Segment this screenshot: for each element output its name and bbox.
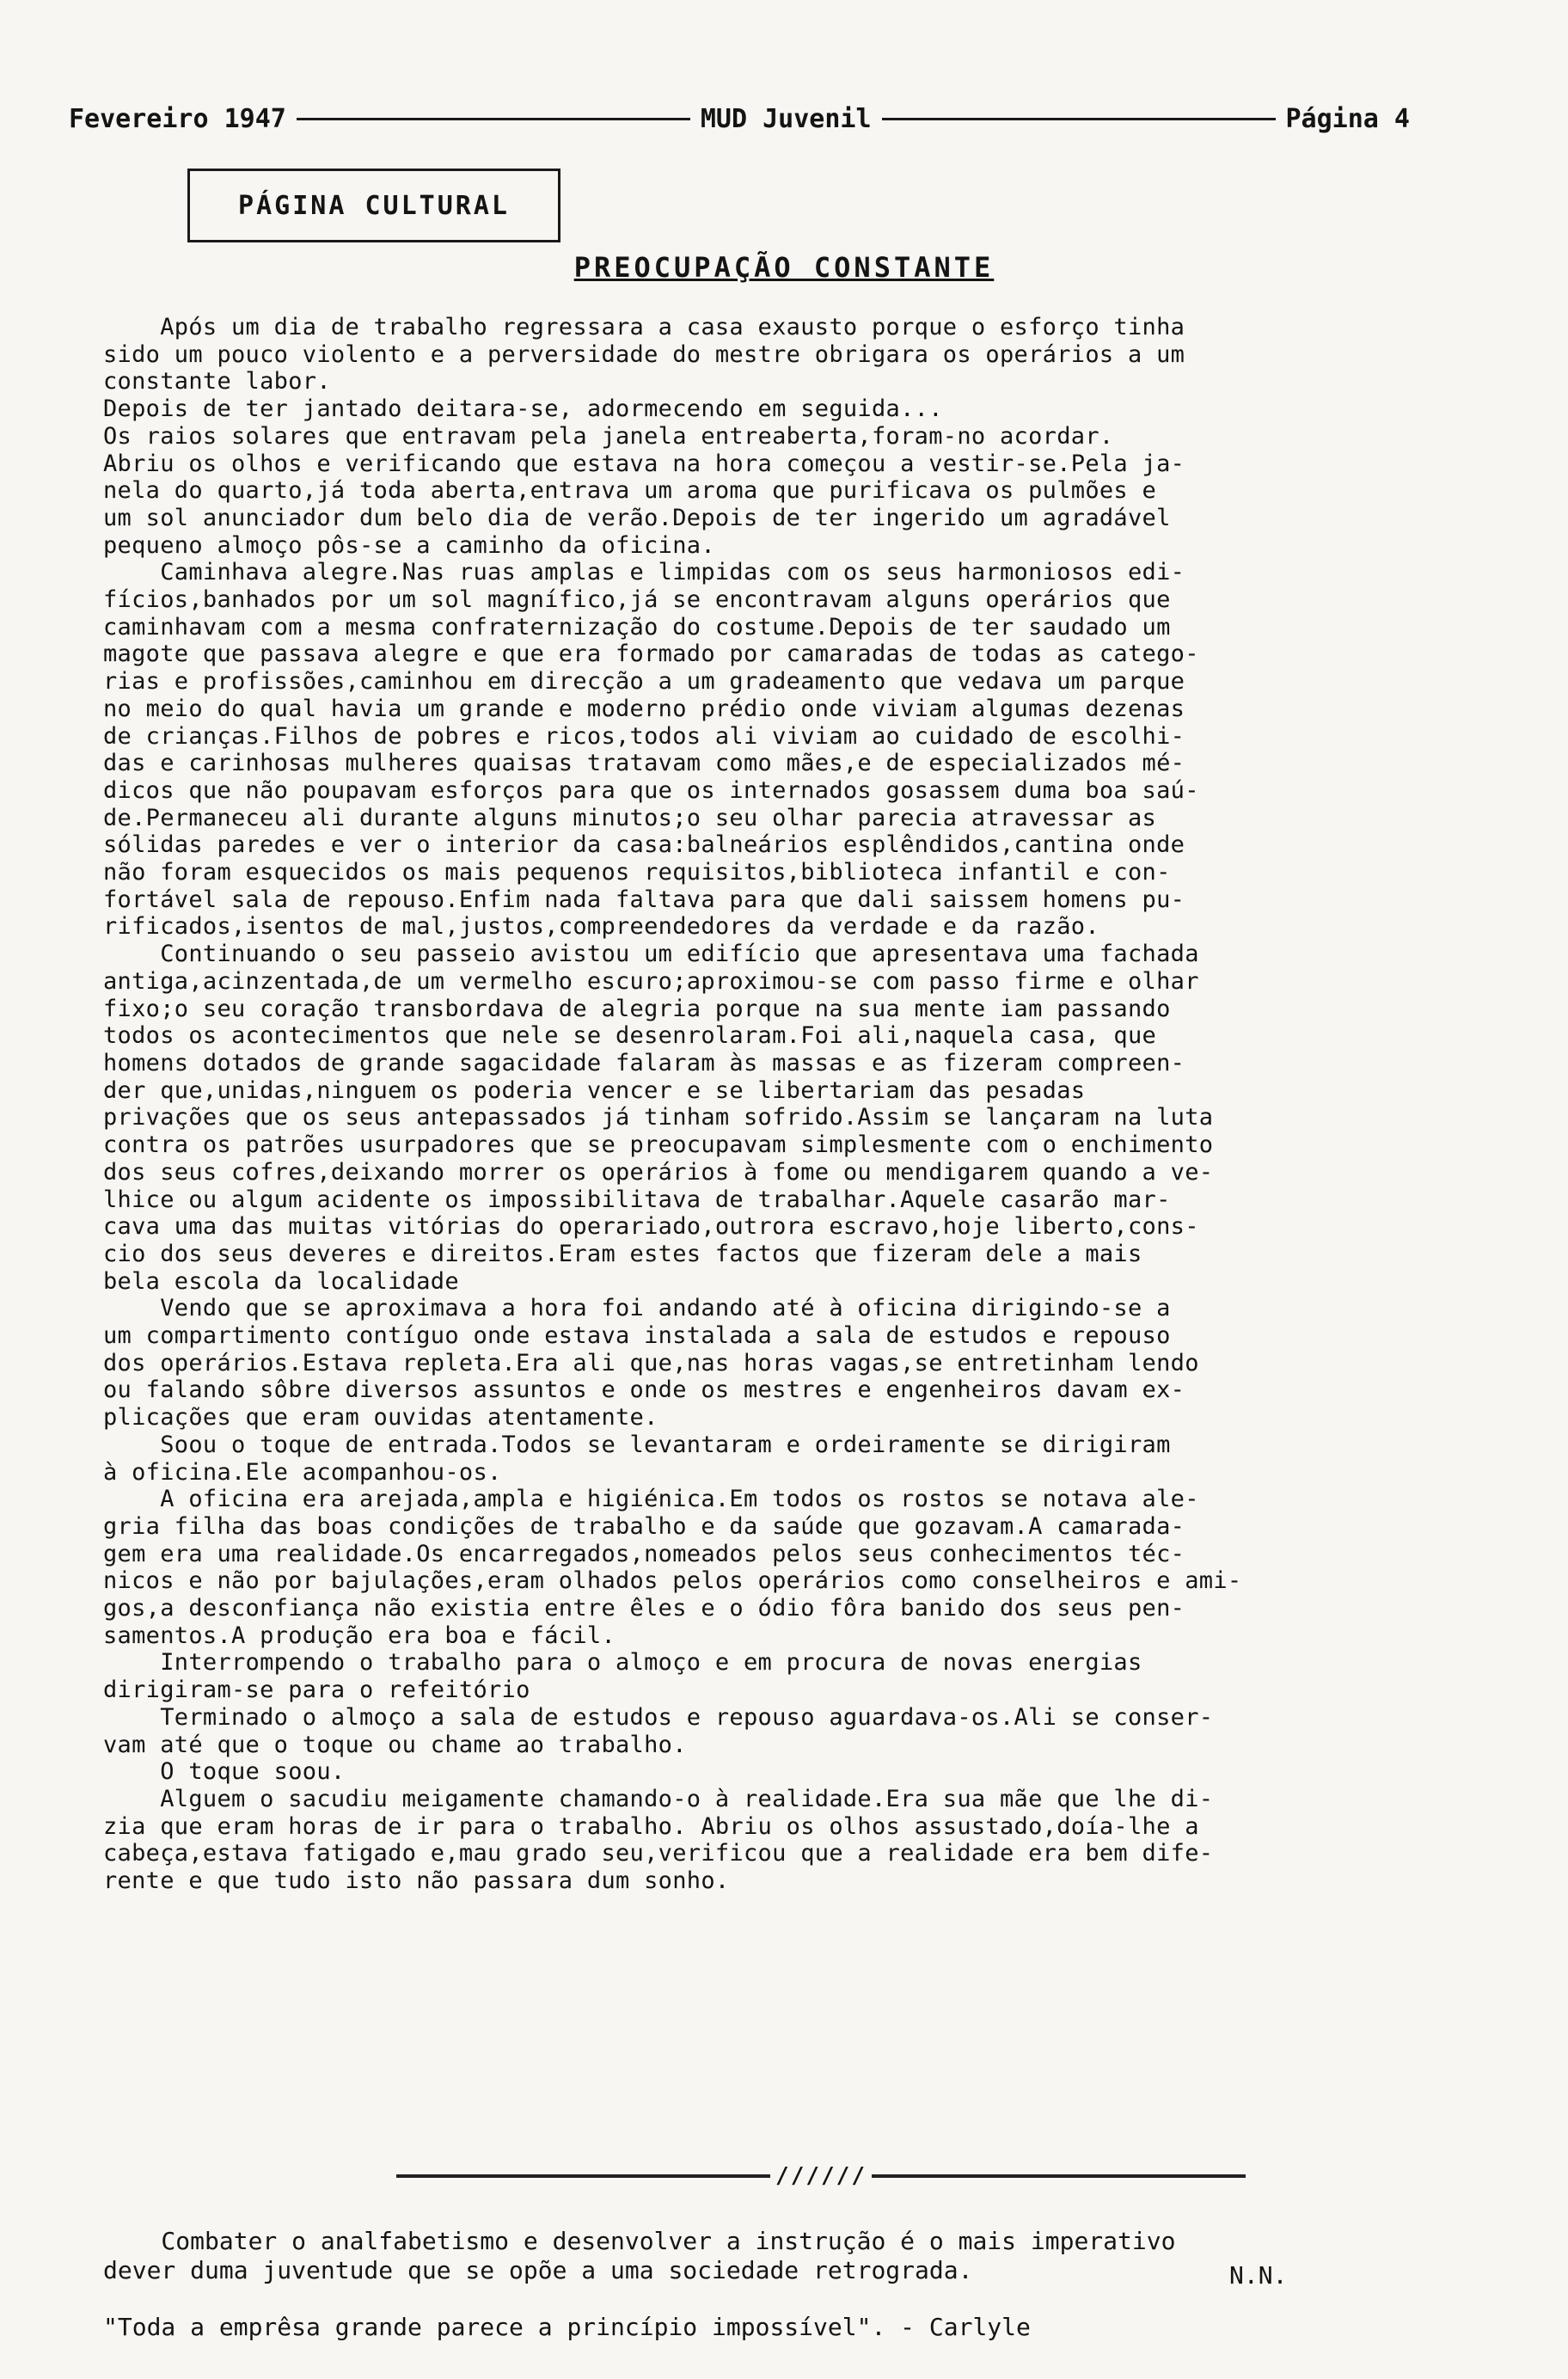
article-line: Terminado o almoço a sala de estudos e repouso aguardava-os.Ali se conser-: [103, 1703, 1214, 1731]
article-line: no meio do qual havia um grande e moderno prédio onde viviam algumas dezenas: [103, 695, 1185, 722]
divider-rule: [391, 2165, 1251, 2187]
page-header: [69, 101, 1410, 136]
article-line: de.Permaneceu ali durante alguns minutos;o seu olhar parecia atravessar as: [103, 804, 1157, 831]
article-line: gos,a desconfiança não existia entre êles e o ódio fôra banido dos seus pen-: [103, 1595, 1185, 1622]
footer-quote-line: dever duma juventude que se opõe a uma sociedade retrograda.: [103, 2256, 973, 2284]
header-rule: [882, 118, 1276, 120]
article-line: zia que eram horas de ir para o trabalho. Abriu os olhos assustado,doía-lhe a: [103, 1812, 1199, 1840]
article-line: gria filha das boas condições de trabalho e da saúde que gozavam.A camarada-: [103, 1512, 1185, 1540]
article-line: um sol anunciador dum belo dia de verão.Depois de ter ingerido um agradável: [103, 504, 1171, 531]
article-line: dirigiram-se para o refeitório: [103, 1677, 530, 1704]
article-line: samentos.A produção era boa e fácil.: [103, 1622, 616, 1649]
header-page-number: Página 4: [1285, 103, 1410, 134]
article-line: fícios,banhados por um sol magnífico,já se encontravam alguns operários que: [103, 586, 1171, 614]
article-line: rias e profissões,caminhou em direcção a um gradeamento que vedava um parque: [103, 668, 1185, 696]
footer-quote-line: Combater o analfabetismo e desenvolver a instrução é o mais imperativo: [103, 2227, 1176, 2255]
article-line: caminhavam com a mesma confraternização do costume.Depois de ter saudado um: [103, 613, 1171, 641]
article-line: rificados,isentos de mal,justos,compreendedores da verdade e da razão.: [103, 913, 1099, 941]
article-line: Os raios solares que entravam pela janela entreaberta,foram-no acordar.: [103, 422, 1114, 450]
footer-quote-carlyle: "Toda a emprêsa grande parece a princípio impossível". - Carlyle: [103, 2313, 1031, 2341]
article-line: magote que passava alegre e que era formado por camaradas de todas as catego-: [103, 641, 1199, 668]
article-line: Continuando o seu passeio avistou um edifício que apresentava uma fachada: [103, 941, 1199, 968]
article-line: nicos e não por bajulações,eram olhados pelos operários como conselheiros e ami-: [103, 1567, 1242, 1595]
article-title: PREOCUPAÇÃO CONSTANTE: [573, 251, 995, 284]
article-line: Interrompendo o trabalho para o almoço e em procura de novas energias: [103, 1649, 1142, 1677]
article-line: rente e que tudo isto não passara dum sonho.: [103, 1867, 730, 1895]
article-line: de crianças.Filhos de pobres e ricos,todos ali viviam ao cuidado de escolhi-: [103, 722, 1185, 750]
article-line: Alguem o sacudiu meigamente chamando-o à realidade.Era sua mãe que lhe di-: [103, 1785, 1214, 1812]
article-line: cio dos seus deveres e direitos.Eram estes factos que fizeram dele a mais: [103, 1240, 1142, 1267]
article-line: não foram esquecidos os mais pequenos requisitos,biblioteca infantil e con-: [103, 859, 1171, 886]
article-line: gem era uma realidade.Os encarregados,nomeados pelos seus conhecimentos téc-: [103, 1540, 1185, 1567]
article-line: todos os acontecimentos que nele se desenrolaram.Foi ali,naquela casa, que: [103, 1022, 1157, 1050]
article-line: ou falando sôbre diversos assuntos e onde os mestres e engenheiros davam ex-: [103, 1377, 1185, 1404]
header-date: Fevereiro 1947: [69, 103, 286, 134]
article-line: Soou o toque de entrada.Todos se levantaram e ordeiramente se dirigiram: [103, 1431, 1171, 1458]
article-line: fortável sala de repouso.Enfim nada faltava para que dali saissem homens pu-: [103, 886, 1185, 913]
article-line: A oficina era arejada,ampla e higiénica.Em todos os rostos se notava ale-: [103, 1486, 1199, 1513]
section-label: PÁGINA CULTURAL: [238, 190, 510, 221]
article-line: à oficina.Ele acompanhou-os.: [103, 1458, 502, 1486]
article-line: plicações que eram ouvidas atentamente.: [103, 1404, 658, 1432]
article-line: dos seus cofres,deixando morrer os operários à fome ou mendigarem quando a ve-: [103, 1158, 1214, 1186]
article-line: bela escola da localidade: [103, 1267, 459, 1295]
article-line: der que,unidas,ninguem os poderia vencer e se libertariam das pesadas: [103, 1076, 1086, 1104]
article-line: dos operários.Estava repleta.Era ali que,nas horas vagas,se entretinham lendo: [103, 1349, 1199, 1377]
article-line: fixo;o seu coração transbordava de alegria porque na sua mente iam passando: [103, 995, 1171, 1022]
article-line: contra os patrões usurpadores que se preocupavam simplesmente com o enchimento: [103, 1131, 1214, 1159]
article-line: lhice ou algum acidente os impossibilitava de trabalhar.Aquele casarão mar-: [103, 1186, 1171, 1213]
article-line: um compartimento contíguo onde estava instalada a sala de estudos e repouso: [103, 1322, 1171, 1350]
article-line: dicos que não poupavam esforços para que os internados gosassem duma boa saú-: [103, 776, 1199, 804]
article-line: Caminhava alegre.Nas ruas amplas e limpidas com os seus harmoniosos edi-: [103, 559, 1185, 586]
header-rule: [297, 118, 690, 120]
article-line: nela do quarto,já toda aberta,entrava um aroma que purificava os pulmões e: [103, 477, 1157, 505]
article-line: sido um pouco violento e a perversidade do mestre obrigara os operários a um: [103, 340, 1185, 368]
article-line: das e carinhosas mulheres quaisas tratavam como mães,e de especializados mé-: [103, 750, 1185, 777]
article-line: cava uma das muitas vitórias do operariado,outrora escravo,hoje liberto,cons-: [103, 1213, 1199, 1241]
article-line: Abriu os olhos e verificando que estava na hora começou a vestir-se.Pela ja-: [103, 450, 1185, 477]
article-line: privações que os seus antepassados já tinham sofrido.Assim se lançaram na luta: [103, 1104, 1214, 1131]
article-line: pequeno almoço pôs-se a caminho da oficina.: [103, 531, 715, 559]
article-line: O toque soou.: [103, 1758, 346, 1786]
article-line: Após um dia de trabalho regressara a casa exausto porque o esforço tinha: [103, 314, 1185, 340]
article-line: constante labor.: [103, 368, 331, 395]
header-publication: MUD Juvenil: [700, 103, 872, 134]
article-body: [103, 314, 1461, 1895]
article-line: Depois de ter jantado deitara-se, adormecendo em seguida...: [103, 395, 943, 423]
article-line: vam até que o toque ou chame ao trabalho.: [103, 1731, 687, 1758]
article-line: Vendo que se aproximava a hora foi andando até à oficina dirigindo-se a: [103, 1295, 1171, 1322]
article-line: antiga,acinzentada,de um vermelho escuro;aproximou-se com passo firme e olhar: [103, 967, 1199, 995]
divider-mark: //////: [775, 2165, 867, 2187]
section-label-box: [187, 169, 560, 242]
article-line: cabeça,estava fatigado e,mau grado seu,verificou que a realidade era bem dife-: [103, 1840, 1214, 1867]
footer-signature: N.N.: [1229, 2261, 1288, 2290]
article-line: sólidas paredes e ver o interior da casa:balneários esplêndidos,cantina onde: [103, 831, 1185, 859]
article-line: homens dotados de grande sagacidade falaram às massas e as fizeram compreen-: [103, 1049, 1185, 1076]
